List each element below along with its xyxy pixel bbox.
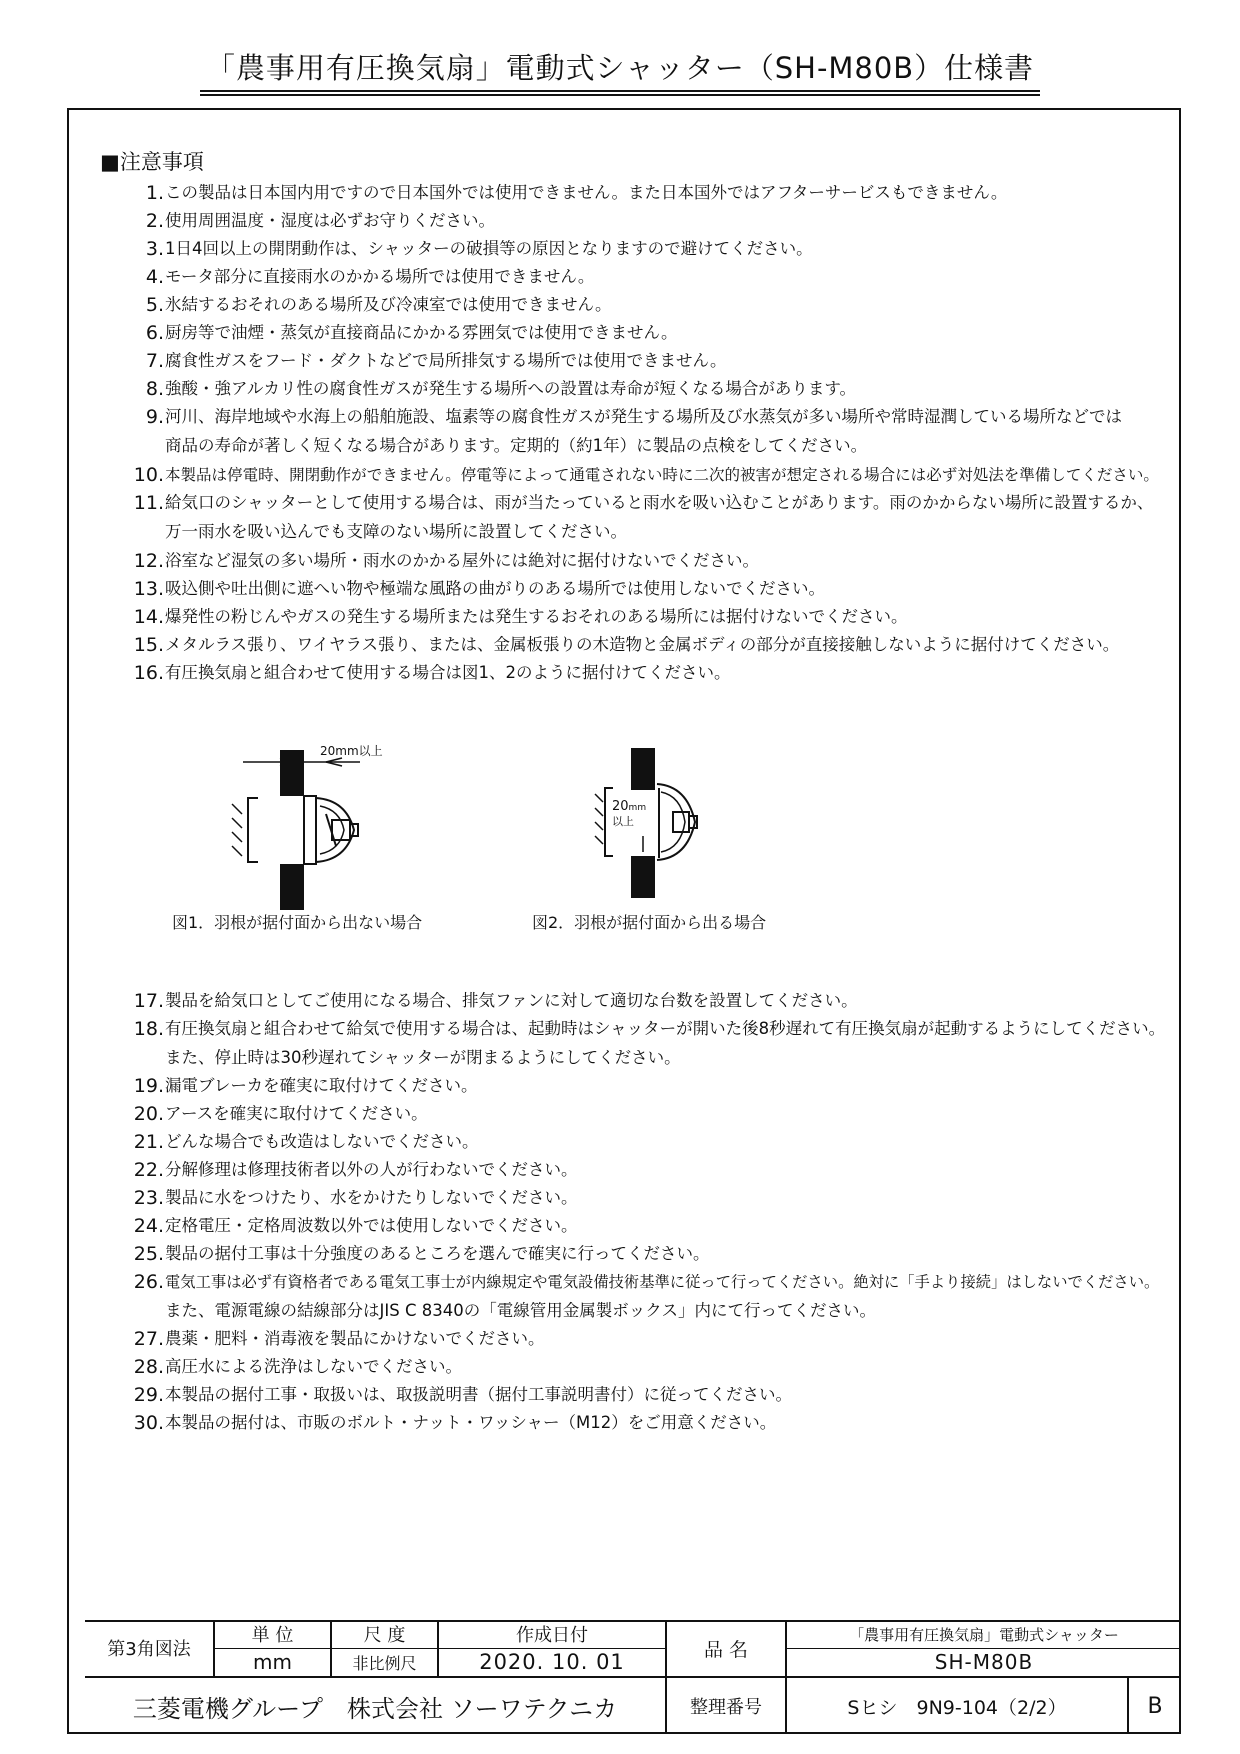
- note-text: 厨房等で油煙・蒸気が直接商品にかかる雰囲気では使用できません。: [165, 323, 678, 342]
- note-text: 本製品は停電時、開閉動作ができません。停電等によって通電されない時に二次的被害が想定される場合には必ず対処法を準備してください。: [165, 466, 1159, 484]
- note-text: 分解修理は修理技術者以外の人が行わないでください。: [165, 1160, 578, 1179]
- note-number: 3.: [145, 238, 164, 260]
- note-text: 強酸・強アルカリ性の腐食性ガスが発生する場所への設置は寿命が短くなる場合があります。: [165, 379, 857, 398]
- company-name: 三菱電機グループ 株式会社 ソーワテクニカ: [132, 1694, 618, 1723]
- figure-2-dimension-unit: mm: [628, 803, 647, 813]
- note-number: 16.: [133, 662, 164, 684]
- title-underline-2: [200, 94, 1040, 96]
- scale-value: 非比例尺: [352, 1653, 417, 1673]
- note-number: 17.: [133, 990, 164, 1012]
- figure-1-diagram: [228, 740, 388, 910]
- note-number: 8.: [145, 378, 164, 400]
- note-text: どんな場合でも改造はしないでください。: [165, 1132, 479, 1151]
- note-number: 27.: [133, 1328, 164, 1350]
- note-text-continued: 商品の寿命が著しく短くなる場合があります。定期的（約1年）に製品の点検をしてください。: [165, 436, 868, 455]
- note-number: 9.: [145, 406, 164, 428]
- note-text: 有圧換気扇と組合わせて使用する場合は図1、2のように据付けてください。: [165, 663, 731, 682]
- note-number: 6.: [145, 322, 164, 344]
- document-number: Sヒシ 9N9-104（2/2）: [847, 1696, 1067, 1719]
- note-number: 30.: [133, 1412, 164, 1434]
- note-number: 23.: [133, 1187, 164, 1209]
- note-text: 電気工事は必ず有資格者である電気工事士が内線規定や電気設備技術基準に従って行ってください。絶対に「手より接続」はしないでください。: [165, 1273, 1160, 1291]
- note-text: 1日4回以上の開閉動作は、シャッターの破損等の原因となりますので避けてください。: [165, 239, 813, 258]
- note-text: 高圧水による洗浄はしないでください。: [165, 1357, 462, 1376]
- figure-2-caption: 図2．羽根が据付面から出る場合: [532, 913, 767, 932]
- title-block: [85, 1620, 1181, 1734]
- note-number: 1.: [145, 182, 164, 204]
- title-underline: [200, 90, 1040, 92]
- figure-1-caption: 図1．羽根が据付面から出ない場合: [172, 913, 423, 932]
- page-title: 「農事用有圧換気扇」電動式シャッター（SH-M80B）仕様書: [205, 51, 1035, 85]
- note-text: 有圧換気扇と組合わせて給気で使用する場合は、起動時はシャッターが開いた後8秒遅れて有圧換気扇が起動するようにしてください。: [165, 1019, 1166, 1038]
- note-text: 爆発性の粉じんやガスの発生する場所または発生するおそれのある場所には据付けないでください。: [165, 607, 908, 626]
- note-text: モータ部分に直接雨水のかかる場所では使用できません。: [165, 267, 595, 286]
- figure-2-dimension-suffix: 以上: [612, 815, 634, 828]
- note-text: この製品は日本国内用ですので日本国外では使用できません。また日本国外ではアフターサービスもできません。: [165, 183, 1008, 202]
- note-text: 吸込側や吐出側に遮へい物や極端な風路の曲がりのある場所では使用しないでください。: [165, 579, 825, 598]
- section-title: ■注意事項: [100, 150, 204, 174]
- note-text: 給気口のシャッターとして使用する場合は、雨が当たっていると雨水を吸い込むことがあります。雨のかからない場所に設置するか、: [165, 493, 1154, 512]
- note-number: 4.: [145, 266, 164, 288]
- note-number: 12.: [133, 550, 164, 572]
- note-number: 13.: [133, 578, 164, 600]
- note-number: 20.: [133, 1103, 164, 1125]
- note-text: メタルラス張り、ワイヤラス張り、または、金属板張りの木造物と金属ボディの部分が直接接触しないように据付けてください。: [165, 635, 1120, 654]
- note-text: 農薬・肥料・消毒液を製品にかけないでください。: [165, 1329, 545, 1348]
- unit-value: mm: [253, 1650, 292, 1674]
- note-text: アースを確実に取付けてください。: [165, 1104, 428, 1123]
- note-text: 製品に水をつけたり、水をかけたりしないでください。: [165, 1188, 578, 1207]
- product-code: SH-M80B: [934, 1650, 1034, 1674]
- note-text-continued: 万一雨水を吸い込んでも支障のない場所に設置してください。: [165, 522, 627, 541]
- note-number: 11.: [133, 492, 164, 514]
- note-number: 21.: [133, 1131, 164, 1153]
- note-text-continued: また、停止時は30秒遅れてシャッターが閉まるようにしてください。: [165, 1048, 681, 1067]
- scale-label: 尺 度: [363, 1625, 406, 1646]
- note-text: 使用周囲温度・湿度は必ずお守りください。: [165, 211, 495, 230]
- product-name-label: 品 名: [703, 1638, 749, 1661]
- note-number: 28.: [133, 1356, 164, 1378]
- date-value: 2020. 10. 01: [479, 1650, 625, 1674]
- note-number: 10.: [133, 464, 164, 486]
- note-text: 製品を給気口としてご使用になる場合、排気ファンに対して適切な台数を設置してください。: [165, 991, 858, 1010]
- document-number-label: 整理番号: [690, 1697, 762, 1718]
- note-text: 氷結するおそれのある場所及び冷凍室では使用できません。: [165, 295, 612, 314]
- note-text: 漏電ブレーカを確実に取付けてください。: [165, 1076, 478, 1095]
- note-number: 22.: [133, 1159, 164, 1181]
- note-number: 18.: [133, 1018, 164, 1040]
- figure-2-dimension-value: 20: [612, 799, 629, 814]
- note-number: 29.: [133, 1384, 164, 1406]
- note-number: 19.: [133, 1075, 164, 1097]
- note-text: 本製品の据付工事・取扱いは、取扱説明書（据付工事説明書付）に従ってください。: [165, 1385, 792, 1404]
- note-number: 5.: [145, 294, 164, 316]
- note-text: 本製品の据付は、市販のボルト・ナット・ワッシャー（M12）をご用意ください。: [165, 1413, 777, 1432]
- figure-1-dimension: 20mm以上: [320, 744, 383, 758]
- date-label: 作成日付: [516, 1625, 588, 1646]
- note-number: 2.: [145, 210, 164, 232]
- note-text-continued: また、電源電線の結線部分はJIS C 8340の「電線管用金属製ボックス」内にて行ってください。: [165, 1301, 877, 1320]
- note-text: 河川、海岸地域や水海上の船舶施設、塩素等の腐食性ガスが発生する場所及び水蒸気が多い場所や常時湿潤している場所などでは: [165, 407, 1122, 426]
- note-text: 定格電圧・定格周波数以外では使用しないでください。: [165, 1216, 578, 1235]
- note-number: 15.: [133, 634, 164, 656]
- note-text: 製品の据付工事は十分強度のあるところを選んで確実に行ってください。: [165, 1244, 710, 1263]
- note-text: 腐食性ガスをフード・ダクトなどで局所排気する場所では使用できません。: [165, 351, 727, 370]
- revision-mark: B: [1147, 1693, 1163, 1719]
- figure-2-dimension: [612, 800, 646, 828]
- note-number: 24.: [133, 1215, 164, 1237]
- unit-label: 単 位: [251, 1625, 294, 1646]
- note-number: 25.: [133, 1243, 164, 1265]
- projection-method: 第3角図法: [107, 1639, 191, 1660]
- note-text: 浴室など湿気の多い場所・雨水のかかる屋外には絶対に据付けないでください。: [165, 551, 759, 570]
- note-number: 7.: [145, 350, 164, 372]
- note-number: 26.: [133, 1271, 164, 1293]
- product-name: 「農事用有圧換気扇」電動式シャッター: [849, 1625, 1119, 1644]
- note-number: 14.: [133, 606, 164, 628]
